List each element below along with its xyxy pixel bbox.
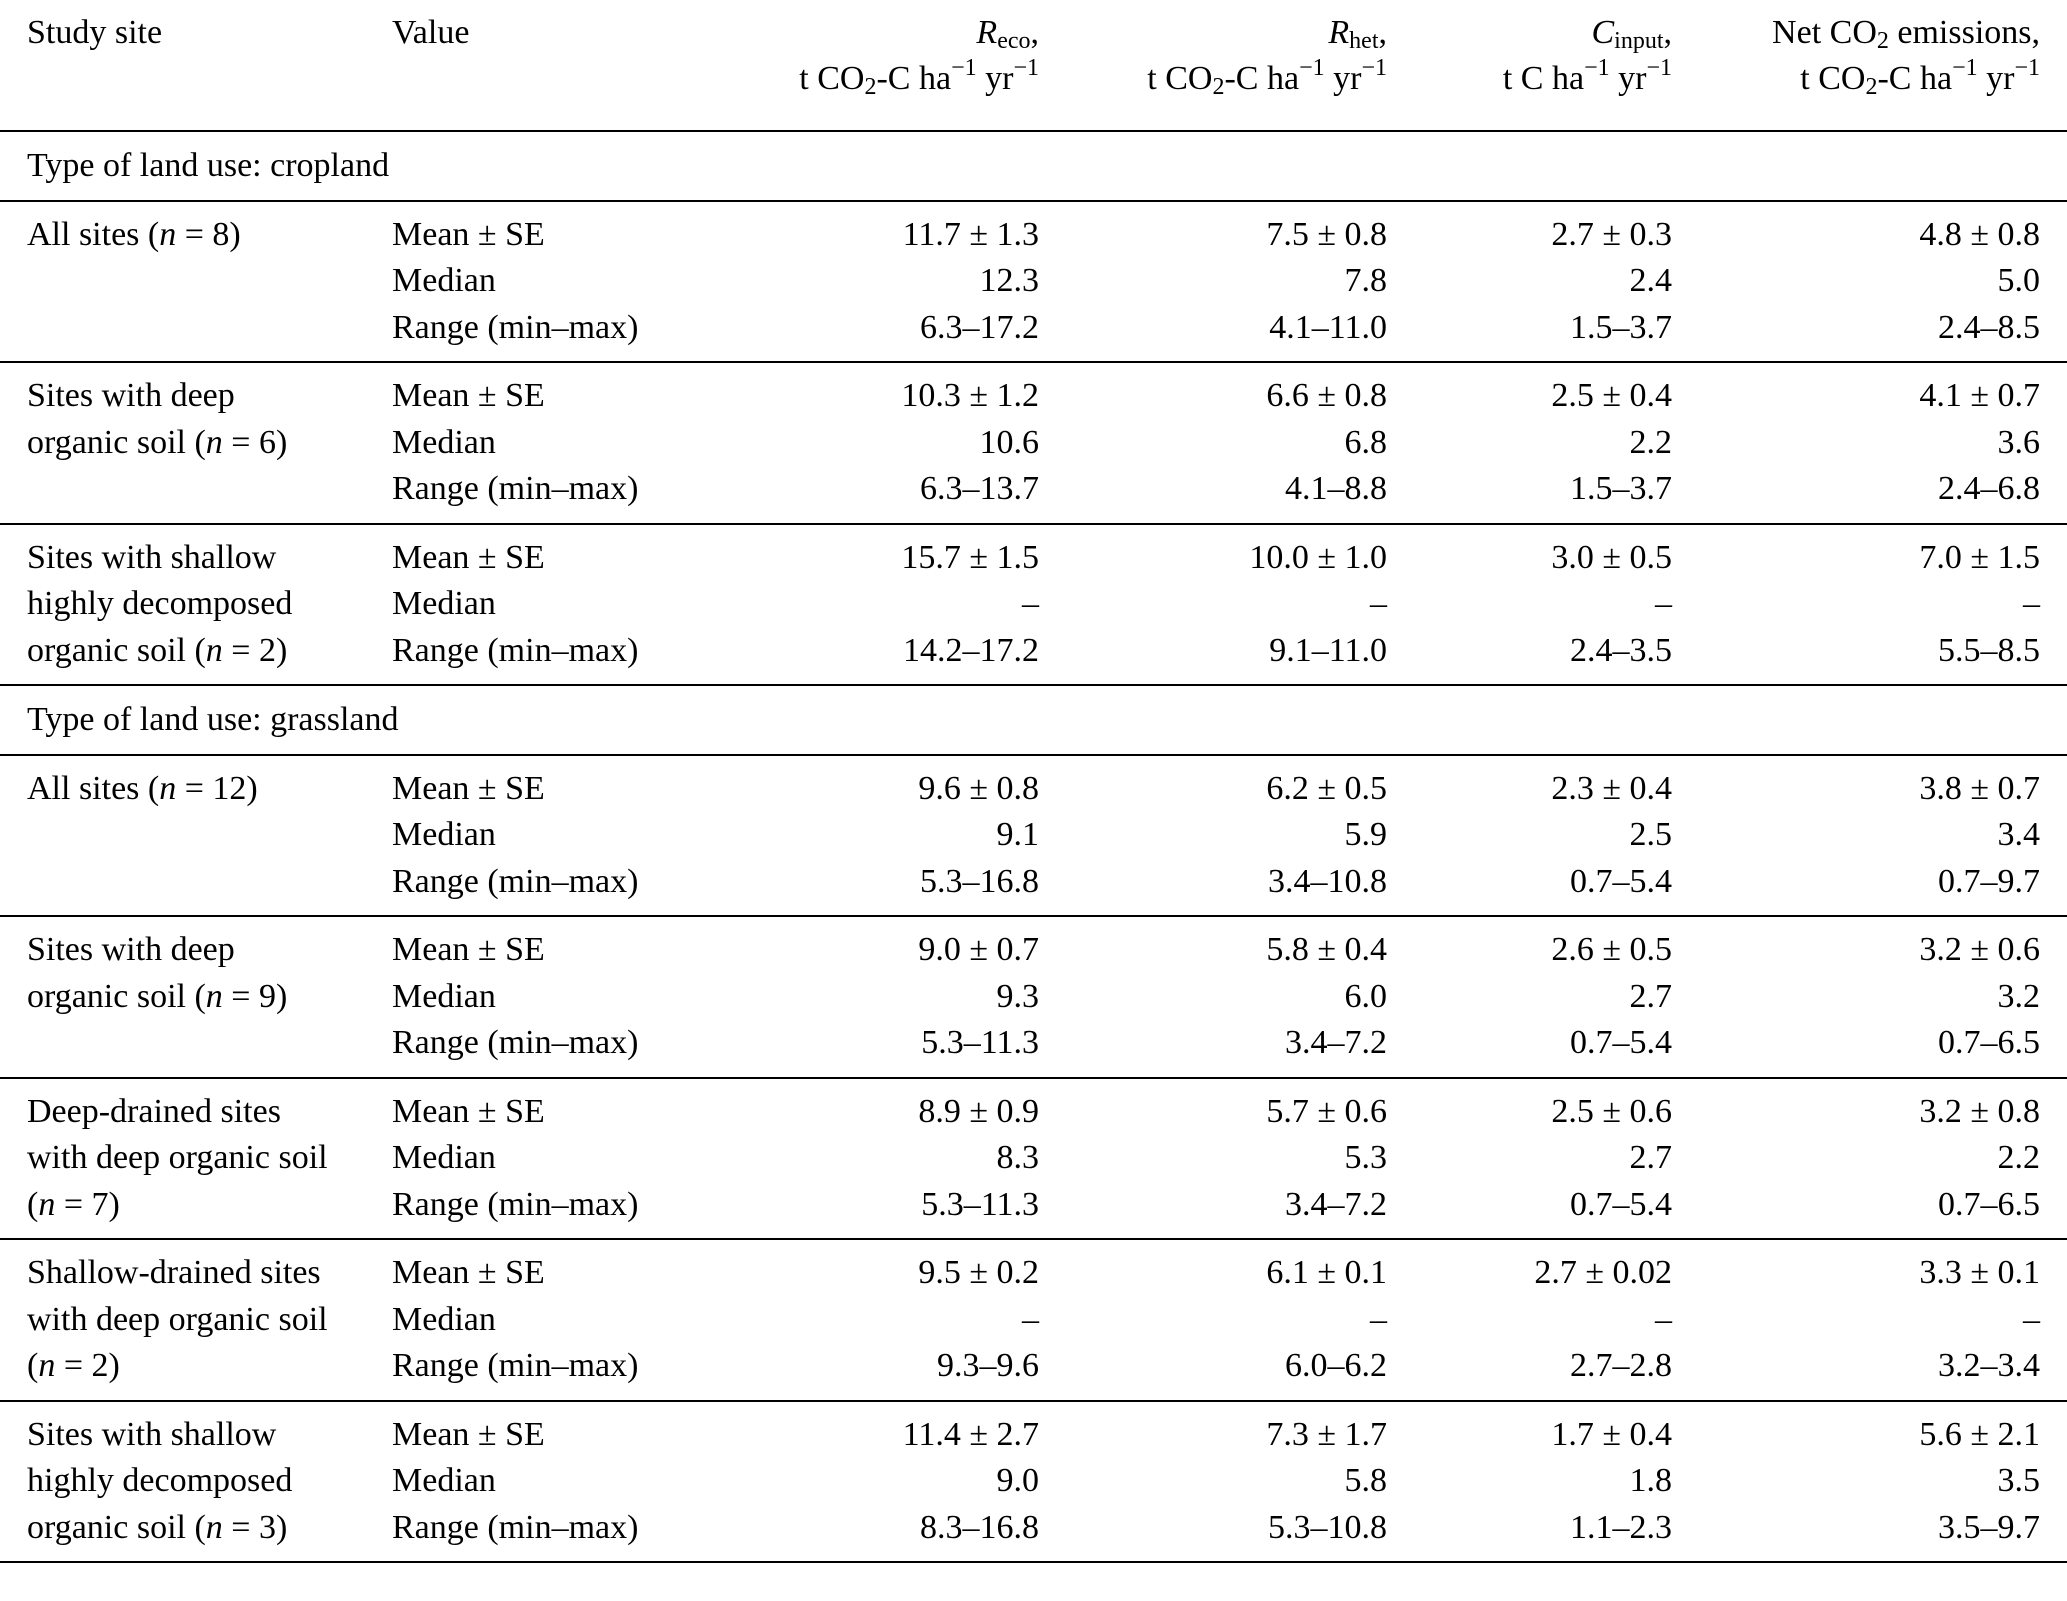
net-value: 3.5 (1997, 1462, 2040, 1499)
value-label-cell (392, 201, 674, 363)
study-site-cell (0, 1078, 392, 1240)
r-eco-value: 12.3 (979, 262, 1039, 299)
header-net-emissions: Net $CO_2$ emissions, t $CO_2-C$ $ha^{-1}$ $yr^{-1}$ (1672, 0, 2067, 131)
study-site-cell (0, 362, 392, 524)
net-value: – (2023, 585, 2040, 622)
study-site-line: organic soil (n = 2) (27, 631, 288, 669)
value-label: Median (392, 816, 496, 853)
r-eco-value: 9.5 ± 0.2 (918, 1254, 1039, 1291)
study-site-line: All sites (n = 12) (27, 769, 258, 807)
c-input-cell (1387, 916, 1672, 1078)
net-value: 5.0 (1997, 262, 2040, 299)
study-site-line: organic soil (n = 6) (27, 423, 288, 461)
value-label: Range (min–max) (392, 1185, 639, 1223)
r-eco-value: 8.9 ± 0.9 (918, 1092, 1039, 1130)
r-het-value: 4.1–8.8 (1285, 470, 1387, 507)
c-input-cell (1387, 1401, 1672, 1563)
r-eco-cell (674, 1239, 1039, 1401)
r-eco-value: 5.3–16.8 (920, 862, 1039, 900)
study-site-cell (0, 755, 392, 917)
net-value: 7.0 ± 1.5 (1919, 538, 2040, 576)
r-eco-value: 5.3–11.3 (921, 1185, 1039, 1223)
value-label-cell (392, 755, 674, 917)
value-label: Range (min–max) (392, 1024, 639, 1061)
r-het-cell (1039, 1401, 1387, 1563)
header-r-eco: $R_{eco}$, t $CO_2-C$ $ha^{-1}$ $yr^{-1}$ (674, 0, 1039, 131)
c-input-value: – (1655, 1300, 1672, 1338)
r-eco-value: – (1022, 1300, 1039, 1338)
c-input-cell (1387, 524, 1672, 686)
c-input-cell (1387, 362, 1672, 524)
c-input-value: – (1655, 585, 1672, 622)
value-label: Median (392, 585, 496, 622)
net-value: 3.2 ± 0.6 (1919, 931, 2040, 968)
r-het-value: – (1370, 585, 1387, 622)
table-row (0, 916, 2067, 1078)
study-site-line: Deep-drained sites (27, 1092, 281, 1130)
study-site-line: Sites with deep (27, 931, 235, 968)
r-eco-cell (674, 755, 1039, 917)
net-value: 5.5–8.5 (1938, 631, 2040, 669)
c-input-value: 0.7–5.4 (1570, 1185, 1672, 1223)
c-input-value: 2.7 (1629, 1139, 1672, 1176)
r-eco-value: 10.6 (979, 423, 1039, 461)
header-c-input: $C_{input}$, t C $ha^{-1}$ $yr^{-1}$ (1387, 0, 1672, 131)
net-cell (1672, 1078, 2067, 1240)
c-input-value: 2.2 (1629, 423, 1672, 461)
net-value: 0.7–6.5 (1938, 1185, 2040, 1223)
r-het-cell (1039, 916, 1387, 1078)
table-body (0, 131, 2067, 1562)
net-value: 5.6 ± 2.1 (1919, 1415, 2040, 1453)
net-cell (1672, 916, 2067, 1078)
net-value: 3.2 ± 0.8 (1919, 1092, 2040, 1130)
r-het-cell (1039, 755, 1387, 917)
table-row (0, 1401, 2067, 1563)
study-site-line: Sites with shallow (27, 1415, 277, 1453)
r-het-cell (1039, 362, 1387, 524)
net-cell (1672, 1239, 2067, 1401)
study-site-line: with deep organic soil (27, 1139, 328, 1176)
r-het-value: 5.8 ± 0.4 (1266, 931, 1387, 968)
r-eco-cell (674, 1401, 1039, 1563)
study-site-line: highly decomposed (27, 585, 293, 622)
table-row (0, 201, 2067, 363)
table-row (0, 362, 2067, 524)
r-het-value: 6.6 ± 0.8 (1266, 377, 1387, 414)
study-site-line: (n = 7) (27, 1185, 120, 1223)
c-input-value: 0.7–5.4 (1570, 862, 1672, 900)
c-input-value: 2.7 (1629, 977, 1672, 1015)
c-input-cell (1387, 755, 1672, 917)
net-value: 4.1 ± 0.7 (1919, 377, 2040, 414)
net-value: 0.7–9.7 (1938, 862, 2040, 900)
c-input-value: 2.7–2.8 (1570, 1347, 1672, 1384)
net-value: 3.8 ± 0.7 (1919, 769, 2040, 807)
value-label: Mean ± SE (392, 769, 545, 807)
value-label: Range (min–max) (392, 862, 639, 900)
section-title: Type of land use: grassland (0, 685, 2067, 755)
study-site-line: highly decomposed (27, 1462, 293, 1499)
r-eco-cell (674, 362, 1039, 524)
net-cell (1672, 755, 2067, 917)
study-site-line: with deep organic soil (27, 1300, 328, 1338)
value-label: Mean ± SE (392, 931, 545, 968)
net-value: 4.8 ± 0.8 (1919, 215, 2040, 253)
r-het-value: 4.1–11.0 (1269, 308, 1387, 346)
c-input-value: 0.7–5.4 (1570, 1024, 1672, 1061)
c-input-value: 2.7 ± 0.02 (1534, 1254, 1672, 1291)
c-input-value: 2.7 ± 0.3 (1551, 215, 1672, 253)
study-site-line: All sites (n = 8) (27, 215, 241, 253)
c-input-value: 2.3 ± 0.4 (1551, 769, 1672, 807)
c-input-value: 1.7 ± 0.4 (1551, 1415, 1672, 1453)
r-het-value: – (1370, 1300, 1387, 1338)
study-site-cell (0, 1401, 392, 1563)
r-eco-value: 11.7 ± 1.3 (902, 215, 1039, 253)
r-eco-cell (674, 524, 1039, 686)
net-cell (1672, 201, 2067, 363)
study-site-cell (0, 916, 392, 1078)
c-input-cell (1387, 1078, 1672, 1240)
net-value: 3.2 (1997, 977, 2040, 1015)
section-row (0, 685, 2067, 755)
r-het-value: 3.4–7.2 (1285, 1185, 1387, 1223)
r-het-value: 5.3–10.8 (1268, 1508, 1387, 1546)
r-eco-value: 9.1 (996, 816, 1039, 853)
c-input-cell (1387, 201, 1672, 363)
c-input-value: 1.8 (1629, 1462, 1672, 1499)
net-value: – (2023, 1300, 2040, 1338)
r-eco-value: 6.3–17.2 (920, 308, 1039, 346)
c-input-value: 1.5–3.7 (1570, 308, 1672, 346)
study-site-line: Sites with shallow (27, 538, 277, 576)
r-het-cell (1039, 1078, 1387, 1240)
c-input-cell (1387, 1239, 1672, 1401)
c-input-value: 2.5 ± 0.4 (1551, 377, 1672, 414)
r-eco-value: 9.0 (996, 1462, 1039, 1499)
value-label: Mean ± SE (392, 215, 545, 253)
net-cell (1672, 524, 2067, 686)
header-study-site: Study site (0, 0, 392, 131)
r-eco-value: 8.3 (996, 1139, 1039, 1176)
header-value: Value (392, 0, 674, 131)
net-value: 2.4–8.5 (1938, 308, 2040, 346)
r-eco-value: 14.2–17.2 (903, 631, 1039, 669)
c-input-value: 2.4–3.5 (1570, 631, 1672, 669)
value-label: Mean ± SE (392, 1092, 545, 1130)
study-site-cell (0, 1239, 392, 1401)
r-het-value: 6.0–6.2 (1285, 1347, 1387, 1384)
r-eco-value: 11.4 ± 2.7 (902, 1415, 1039, 1453)
r-het-value: 5.9 (1344, 816, 1387, 853)
r-het-value: 10.0 ± 1.0 (1249, 538, 1387, 576)
r-eco-value: 9.0 ± 0.7 (918, 931, 1039, 968)
value-label-cell (392, 1078, 674, 1240)
net-cell (1672, 362, 2067, 524)
r-het-value: 7.3 ± 1.7 (1266, 1415, 1387, 1453)
study-site-line: organic soil (n = 9) (27, 977, 288, 1015)
r-eco-value: – (1022, 585, 1039, 622)
net-cell (1672, 1401, 2067, 1563)
net-value: 2.2 (1997, 1139, 2040, 1176)
c-input-value: 1.5–3.7 (1570, 470, 1672, 507)
r-het-value: 6.2 ± 0.5 (1266, 769, 1387, 807)
r-eco-value: 8.3–16.8 (920, 1508, 1039, 1546)
table-row (0, 524, 2067, 686)
r-het-value: 3.4–10.8 (1268, 862, 1387, 900)
r-eco-value: 10.3 ± 1.2 (901, 377, 1039, 414)
r-het-value: 9.1–11.0 (1269, 631, 1387, 669)
value-label: Median (392, 977, 496, 1015)
value-label: Mean ± SE (392, 538, 545, 576)
r-het-value: 5.8 (1344, 1462, 1387, 1499)
value-label: Median (392, 423, 496, 461)
value-label-cell (392, 916, 674, 1078)
value-label: Mean ± SE (392, 1415, 545, 1453)
r-het-value: 6.0 (1344, 977, 1387, 1015)
c-input-value: 2.4 (1629, 262, 1672, 299)
header-r-het: $R_{het}$, t $CO_2-C$ $ha^{-1}$ $yr^{-1}$ (1039, 0, 1387, 131)
r-eco-value: 9.3–9.6 (937, 1347, 1039, 1384)
study-site-cell (0, 201, 392, 363)
study-site-line: organic soil (n = 3) (27, 1508, 288, 1546)
c-input-value: 3.0 ± 0.5 (1551, 538, 1672, 576)
r-het-value: 3.4–7.2 (1285, 1024, 1387, 1061)
r-het-cell (1039, 201, 1387, 363)
value-label: Range (min–max) (392, 1347, 639, 1384)
header-row (0, 0, 2067, 131)
c-input-value: 2.5 (1629, 816, 1672, 853)
value-label-cell (392, 1239, 674, 1401)
r-het-value: 5.3 (1344, 1139, 1387, 1176)
r-eco-value: 5.3–11.3 (921, 1024, 1039, 1061)
section-title: Type of land use: cropland (0, 131, 2067, 201)
section-row (0, 131, 2067, 201)
value-label-cell (392, 1401, 674, 1563)
r-eco-cell (674, 201, 1039, 363)
table-row (0, 1078, 2067, 1240)
r-het-value: 6.1 ± 0.1 (1266, 1254, 1387, 1291)
value-label: Median (392, 1300, 496, 1338)
table-row (0, 755, 2067, 917)
value-label: Range (min–max) (392, 631, 639, 669)
r-eco-cell (674, 916, 1039, 1078)
study-site-line: Sites with deep (27, 377, 235, 414)
study-site-line: Shallow-drained sites (27, 1254, 321, 1291)
net-value: 3.3 ± 0.1 (1919, 1254, 2040, 1291)
value-label: Range (min–max) (392, 1508, 639, 1546)
value-label: Range (min–max) (392, 308, 639, 346)
r-eco-value: 9.3 (996, 977, 1039, 1015)
c-input-value: 1.1–2.3 (1570, 1508, 1672, 1546)
r-eco-value: 6.3–13.7 (920, 470, 1039, 507)
r-het-value: 7.5 ± 0.8 (1266, 215, 1387, 253)
net-value: 3.2–3.4 (1938, 1347, 2040, 1384)
r-eco-cell (674, 1078, 1039, 1240)
net-value: 3.5–9.7 (1938, 1508, 2040, 1546)
value-label: Range (min–max) (392, 470, 639, 507)
r-het-value: 7.8 (1344, 262, 1387, 299)
value-label-cell (392, 524, 674, 686)
net-value: 3.6 (1997, 423, 2040, 461)
r-het-value: 5.7 ± 0.6 (1266, 1092, 1387, 1130)
r-eco-value: 9.6 ± 0.8 (918, 769, 1039, 807)
value-label: Mean ± SE (392, 1254, 545, 1291)
study-site-line: (n = 2) (27, 1347, 120, 1384)
r-eco-value: 15.7 ± 1.5 (901, 538, 1039, 576)
value-label: Median (392, 262, 496, 299)
r-het-cell (1039, 524, 1387, 686)
net-value: 2.4–6.8 (1938, 470, 2040, 507)
value-label-cell (392, 362, 674, 524)
value-label: Median (392, 1139, 496, 1176)
table-row (0, 1239, 2067, 1401)
value-label: Median (392, 1462, 496, 1499)
value-label: Mean ± SE (392, 377, 545, 414)
c-input-value: 2.5 ± 0.6 (1551, 1092, 1672, 1130)
r-het-value: 6.8 (1344, 423, 1387, 461)
study-site-cell (0, 524, 392, 686)
net-value: 0.7–6.5 (1938, 1024, 2040, 1061)
r-het-cell (1039, 1239, 1387, 1401)
net-value: 3.4 (1997, 816, 2040, 853)
c-input-value: 2.6 ± 0.5 (1551, 931, 1672, 968)
